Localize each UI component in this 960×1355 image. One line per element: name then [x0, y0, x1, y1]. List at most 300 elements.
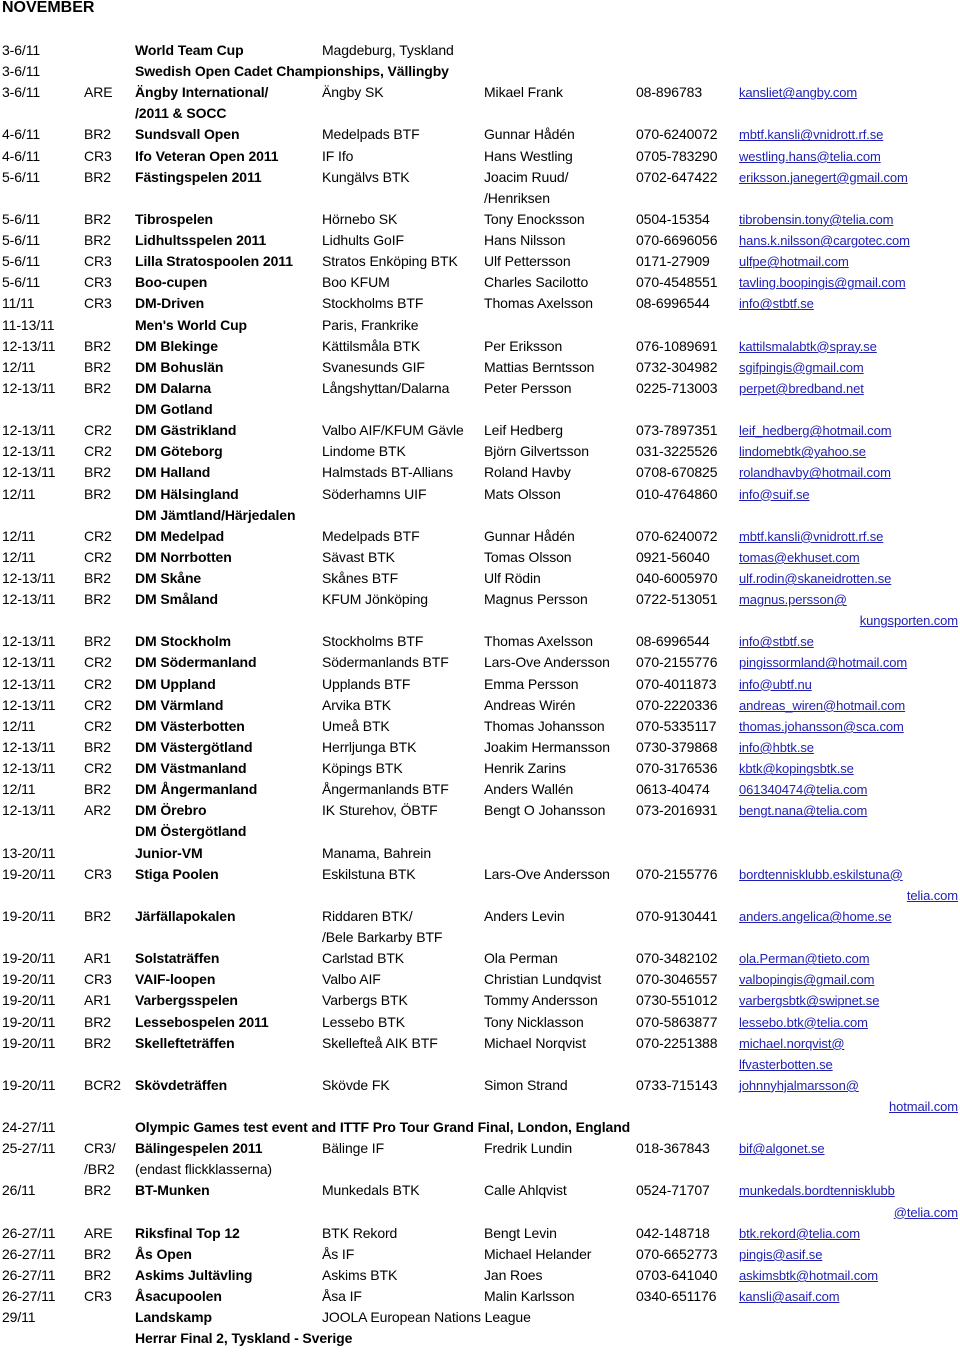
event-date: 3-6/11 — [2, 63, 41, 80]
event-phone: 018-367843 — [636, 1140, 710, 1157]
event-club: Ångermanlands BTF — [322, 781, 449, 798]
event-class: BR2 — [84, 337, 111, 354]
event-name: DM Västergötland — [135, 738, 253, 755]
event-club: Askims BTK — [322, 1266, 398, 1283]
table-row — [0, 273, 960, 292]
table-row — [0, 506, 960, 525]
event-email[interactable]: bordtennisklubb.eskilstuna@ — [739, 866, 903, 882]
event-name: Varbergsspelen — [135, 992, 238, 1009]
event-class: CR3 — [84, 865, 112, 882]
table-row — [0, 189, 960, 208]
event-email[interactable]: lessebo.btk@telia.com — [739, 1014, 868, 1030]
event-club: Paris, Frankrike — [322, 316, 419, 333]
event-name: DM Halland — [135, 464, 211, 481]
table-row — [0, 611, 960, 630]
event-phone: 0921-56040 — [636, 548, 710, 565]
event-email[interactable]: eriksson.janegert@gmail.com — [739, 169, 908, 185]
event-email[interactable]: perpet@bredband.net — [739, 380, 864, 396]
event-contact: Malin Karlsson — [484, 1288, 575, 1305]
event-phone: 0732-304982 — [636, 358, 718, 375]
event-name: World Team Cup — [135, 42, 244, 58]
event-club: Långshyttan/Dalarna — [322, 379, 450, 396]
event-date: 5-6/11 — [2, 274, 41, 291]
event-email[interactable]: munkedals.bordtennisklubb — [739, 1183, 895, 1199]
event-club: Svanesunds GIF — [322, 358, 425, 375]
event-contact: Mikael Frank — [484, 84, 563, 101]
event-name: DM Bohuslän — [135, 358, 224, 375]
event-club: Ås IF — [322, 1245, 355, 1262]
event-contact: Leif Hedberg — [484, 422, 563, 439]
event-name: DM Göteborg — [135, 443, 223, 460]
event-phone: 073-2016931 — [636, 802, 718, 819]
event-club: Stratos Enköping BTK — [322, 253, 458, 270]
event-date: 11/11 — [2, 295, 35, 312]
event-club: Magdeburg, Tyskland — [322, 42, 454, 58]
event-email[interactable]: ulfpe@hotmail.com — [739, 254, 849, 270]
event-contact: Henrik Zarins — [484, 760, 566, 777]
event-email[interactable]: ulf.rodin@skaneidrotten.se — [739, 571, 892, 586]
event-class: CR2 — [84, 760, 112, 777]
event-date: 12/11 — [2, 527, 36, 544]
event-club: Munkedals BTK — [322, 1182, 420, 1199]
event-phone: 0702-647422 — [636, 168, 718, 185]
event-club: Hörnebo SK — [322, 210, 398, 227]
table-row — [0, 379, 960, 398]
event-email[interactable]: pingissormland@hotmail.com — [739, 655, 908, 671]
event-class: BR2 — [84, 738, 111, 755]
table-row — [0, 696, 960, 715]
event-contact: Fredrik Lundin — [484, 1140, 573, 1157]
event-email[interactable]: magnus.persson@ — [739, 592, 847, 608]
event-name: DM Örebro — [135, 802, 207, 819]
event-name: VAIF-loopen — [135, 971, 216, 988]
event-phone: 0171-27909 — [636, 253, 710, 270]
event-club: Lindome BTK — [322, 443, 406, 460]
event-email[interactable]: johnnyhjalmarsson@ — [739, 1077, 859, 1093]
event-name: DM Ångermanland — [135, 781, 258, 798]
event-email[interactable]: kbtk@kopingsbtk.se — [739, 761, 854, 777]
event-date: 4-6/11 — [2, 147, 41, 164]
event-phone: 070-6696056 — [636, 232, 718, 249]
event-name: DM Småland — [135, 591, 219, 608]
table-row — [0, 83, 960, 102]
table-row — [0, 358, 960, 377]
event-contact: Thomas Axelsson — [484, 633, 593, 650]
event-email[interactable]: bengt.nana@telia.com — [739, 803, 868, 819]
event-club: Skellefteå AIK BTF — [322, 1034, 438, 1051]
event-name: Olympic Games test event and ITTF Pro Tour Grand Final, London, England — [135, 1119, 631, 1136]
table-row — [0, 421, 960, 440]
event-name: Fästingspelen 2011 — [135, 168, 262, 185]
table-row — [0, 675, 960, 694]
event-contact: Gunnar Hådén — [484, 527, 575, 544]
table-row — [0, 717, 960, 736]
event-contact: Joacim Ruud/ — [484, 168, 569, 185]
table-row — [0, 104, 960, 123]
event-contact: Hans Nilsson — [484, 232, 566, 249]
event-email[interactable]: pingis@asif.se — [739, 1246, 823, 1262]
event-phone: 076-1089691 — [636, 337, 718, 354]
event-contact: Jan Roes — [484, 1266, 543, 1283]
event-name: Järfällapokalen — [135, 907, 236, 924]
event-date: 5-6/11 — [2, 253, 41, 270]
table-row — [0, 1160, 960, 1179]
event-date: 5-6/11 — [2, 232, 41, 249]
event-email[interactable]: lfvasterbotten.se — [739, 1056, 833, 1072]
table-row — [0, 400, 960, 419]
event-class: BR2 — [84, 591, 111, 608]
event-name: DM Östergötland — [135, 823, 247, 840]
event-email[interactable]: rolandhavby@hotmail.com — [739, 465, 891, 481]
event-email[interactable]: telia.com — [906, 887, 958, 903]
event-date: 12-13/11 — [2, 633, 56, 650]
event-contact: Bengt O Johansson — [484, 802, 606, 819]
event-name: Askims Jultävling — [135, 1266, 253, 1283]
table-row — [0, 125, 960, 144]
event-club: JOOLA European Nations League — [322, 1309, 531, 1326]
event-name: DM-Driven — [135, 295, 205, 312]
event-name: Skellefteträffen — [135, 1034, 235, 1051]
event-date: 12-13/11 — [2, 738, 56, 755]
event-club: Skövde FK — [322, 1076, 390, 1093]
event-phone: 070-3046557 — [636, 971, 718, 988]
event-name: Landskamp — [135, 1309, 212, 1326]
event-phone: 0524-71707 — [636, 1182, 710, 1199]
event-contact: /Henriksen — [484, 189, 550, 206]
event-date: 19-20/11 — [2, 1034, 56, 1051]
event-phone: 0722-513051 — [636, 591, 718, 608]
event-email[interactable]: thomas.johansson@sca.com — [739, 718, 904, 734]
event-phone: 042-148718 — [636, 1224, 710, 1241]
event-email[interactable]: westling.hans@telia.com — [739, 148, 881, 164]
event-date: 12-13/11 — [2, 591, 56, 608]
event-date: 3-6/11 — [2, 42, 41, 58]
table-row — [0, 653, 960, 672]
event-club: Bälinge IF — [322, 1140, 385, 1157]
event-phone: 010-4764860 — [636, 485, 718, 502]
event-email[interactable]: anders.angelica@home.se — [739, 908, 892, 924]
event-name: Riksfinal Top 12 — [135, 1224, 240, 1241]
event-name: DM Skåne — [135, 570, 202, 586]
event-class: CR3/ — [84, 1140, 116, 1157]
event-class: CR2 — [84, 696, 112, 713]
event-club: Carlstad BTK — [322, 950, 405, 967]
event-name: Herrar Final 2, Tyskland - Sverige — [135, 1330, 353, 1347]
table-row — [0, 1329, 960, 1348]
table-row — [0, 886, 960, 905]
table-row — [0, 442, 960, 461]
event-contact: Christian Lundqvist — [484, 971, 602, 988]
table-row — [0, 844, 960, 863]
event-email[interactable]: tibrobensin.tony@telia.com — [739, 211, 894, 227]
event-class: CR3 — [84, 1288, 112, 1305]
event-name: Boo-cupen — [135, 274, 208, 291]
event-name: Tibrospelen — [135, 210, 213, 227]
event-email[interactable]: mbtf.kansli@vnidrott.rf.se — [739, 528, 884, 544]
event-date: 19-20/11 — [2, 992, 56, 1009]
table-row — [0, 1203, 960, 1222]
event-phone: 070-6240072 — [636, 126, 718, 143]
event-name: BT-Munken — [135, 1182, 210, 1199]
event-club: IK Sturehov, ÖBTF — [322, 802, 438, 819]
event-phone: 0504-15354 — [636, 210, 710, 227]
event-contact: Tony Enocksson — [484, 210, 585, 227]
table-row — [0, 970, 960, 989]
event-club: Stockholms BTF — [322, 295, 424, 312]
event-email[interactable]: bif@algonet.se — [739, 1141, 825, 1157]
event-contact: Joakim Hermansson — [484, 738, 610, 755]
event-phone: 08-896783 — [636, 84, 703, 101]
table-row — [0, 1308, 960, 1327]
event-class: CR2 — [84, 717, 112, 734]
event-name: DM Västmanland — [135, 760, 247, 777]
event-contact: Mattias Berntsson — [484, 358, 595, 375]
event-email[interactable]: ola.Perman@tieto.com — [739, 951, 870, 967]
event-name: Lessebospelen 2011 — [135, 1013, 269, 1030]
table-row — [0, 337, 960, 356]
event-contact: Lars-Ove Andersson — [484, 654, 610, 671]
event-email[interactable]: tomas@ekhuset.com — [739, 549, 860, 565]
event-name: DM Uppland — [135, 675, 216, 692]
event-contact: Lars-Ove Andersson — [484, 865, 610, 882]
event-club: Manama, Bahrein — [322, 844, 432, 861]
event-date: 12/11 — [2, 358, 36, 375]
event-class: BR2 — [84, 358, 111, 375]
event-phone: 070-3176536 — [636, 760, 718, 777]
event-name: DM Medelpad — [135, 527, 225, 544]
event-class: CR2 — [84, 422, 112, 439]
event-class: CR2 — [84, 548, 112, 565]
event-contact: Per Eriksson — [484, 337, 563, 354]
event-date: 12-13/11 — [2, 696, 56, 713]
event-email[interactable]: kansliet@angby.com — [739, 85, 858, 101]
event-class: AR1 — [84, 950, 111, 967]
event-club: BTK Rekord — [322, 1224, 398, 1241]
event-class: BR2 — [84, 1245, 111, 1262]
event-email[interactable]: kansli@asaif.com — [739, 1289, 840, 1305]
event-club: Herrljunga BTK — [322, 738, 417, 755]
event-date: 19-20/11 — [2, 971, 56, 988]
event-class: BR2 — [84, 781, 111, 798]
event-name: DM Stockholm — [135, 633, 232, 650]
event-contact: Anders Levin — [484, 907, 565, 924]
event-class: BR2 — [84, 1182, 111, 1199]
event-name: Ås Open — [135, 1245, 192, 1262]
event-contact: Andreas Wirén — [484, 696, 576, 713]
event-date: 26-27/11 — [2, 1224, 56, 1241]
event-email[interactable]: varbergsbtk@swipnet.se — [739, 993, 880, 1009]
event-phone: 0708-670825 — [636, 464, 718, 481]
event-club: Eskilstuna BTK — [322, 865, 416, 882]
event-email[interactable]: tavling.boopingis@gmail.com — [739, 275, 906, 291]
event-class: BR2 — [84, 464, 111, 481]
event-email[interactable]: @telia.com — [893, 1204, 958, 1220]
event-class: CR3 — [84, 274, 112, 291]
event-date: 12-13/11 — [2, 760, 56, 777]
event-club: Södermanlands BTF — [322, 654, 449, 671]
event-date: 26-27/11 — [2, 1266, 56, 1283]
event-class: BR2 — [84, 126, 111, 143]
event-phone: 070-2155776 — [636, 654, 718, 671]
event-name: DM Dalarna — [135, 379, 212, 396]
table-row — [0, 147, 960, 166]
event-contact: Bengt Levin — [484, 1224, 557, 1241]
event-name: DM Jämtland/Härjedalen — [135, 506, 296, 523]
event-name: DM Gästrikland — [135, 422, 237, 439]
event-class: CR3 — [84, 295, 112, 312]
event-date: 12/11 — [2, 781, 36, 798]
table-row — [0, 527, 960, 546]
event-club: Kungälvs BTK — [322, 168, 410, 185]
event-class: ARE — [84, 1224, 113, 1241]
event-club: Skånes BTF — [322, 570, 399, 586]
event-name: Ifo Veteran Open 2011 — [135, 147, 279, 164]
event-email[interactable]: lindomebtk@yahoo.se — [739, 444, 866, 460]
event-contact: Thomas Axelsson — [484, 295, 593, 312]
event-email[interactable]: info@suif.se — [739, 486, 810, 502]
event-name: Solstaträffen — [135, 950, 220, 967]
event-class: CR2 — [84, 675, 112, 692]
event-phone: 070-5335117 — [636, 717, 717, 734]
event-class: CR3 — [84, 253, 112, 270]
event-email[interactable]: 061340474@telia.com — [739, 782, 868, 798]
event-date: 26-27/11 — [2, 1288, 56, 1305]
event-club: Sävast BTK — [322, 548, 395, 565]
event-email[interactable]: michael.norqvist@ — [739, 1035, 845, 1051]
event-email[interactable]: info@stbtf.se — [739, 634, 814, 650]
event-email[interactable]: kungsporten.com — [859, 613, 958, 629]
table-row — [0, 1181, 960, 1200]
event-class: CR2 — [84, 654, 112, 671]
event-phone: 0340-651176 — [636, 1288, 717, 1305]
table-row — [0, 928, 960, 947]
event-class: CR3 — [84, 147, 112, 164]
event-club: Umeå BTK — [322, 717, 390, 734]
event-date: 12-13/11 — [2, 675, 56, 692]
event-club: Kättilsmåla BTK — [322, 337, 421, 354]
event-name: Swedish Open Cadet Championships, Vällingby — [135, 63, 449, 80]
event-email[interactable]: valbopingis@gmail.com — [739, 972, 875, 988]
event-date: 12-13/11 — [2, 802, 56, 819]
event-email[interactable]: hotmail.com — [889, 1099, 958, 1114]
event-class: BR2 — [84, 210, 111, 227]
event-name: Skövdeträffen — [135, 1076, 228, 1093]
event-name: /2011 & SOCC — [135, 105, 227, 122]
event-email[interactable]: mbtf.kansli@vnidrott.rf.se — [739, 127, 884, 143]
event-contact: Hans Westling — [484, 147, 573, 164]
event-date: 12-13/11 — [2, 464, 56, 481]
event-phone: 031-3225526 — [636, 443, 718, 460]
event-club: Ängby SK — [322, 84, 384, 101]
table-row — [0, 231, 960, 250]
event-email[interactable]: sgifpingis@gmail.com — [739, 359, 864, 375]
event-date: 12-13/11 — [2, 337, 56, 354]
event-class: AR1 — [84, 992, 111, 1009]
event-email[interactable]: askimsbtk@hotmail.com — [739, 1267, 878, 1283]
event-contact: Peter Persson — [484, 379, 572, 396]
event-phone: 070-2251388 — [636, 1034, 718, 1051]
event-class: CR3 — [84, 971, 112, 988]
event-phone: 070-2220336 — [636, 696, 718, 713]
table-row — [0, 1097, 960, 1116]
event-email[interactable]: info@hbtk.se — [739, 739, 814, 755]
event-class: /BR2 — [84, 1161, 115, 1178]
event-date: 3-6/11 — [2, 84, 41, 101]
event-name: DM Hälsingland — [135, 485, 239, 502]
event-phone: 070-4011873 — [636, 675, 717, 692]
table-row — [0, 168, 960, 187]
event-date: 24-27/11 — [2, 1119, 56, 1136]
event-class: BR2 — [84, 379, 111, 396]
event-phone: 070-3482102 — [636, 950, 718, 967]
event-date: 12/11 — [2, 485, 36, 502]
event-email[interactable]: info@stbtf.se — [739, 296, 814, 312]
event-date: 12/11 — [2, 717, 36, 734]
event-club: Valbo AIF — [322, 971, 381, 988]
event-contact: Mats Olsson — [484, 485, 561, 502]
event-email[interactable]: andreas_wiren@hotmail.com — [739, 697, 906, 713]
event-email[interactable]: leif_hedberg@hotmail.com — [739, 423, 892, 439]
event-phone: 0705-783290 — [636, 147, 718, 164]
event-date: 12-13/11 — [2, 570, 56, 586]
table-row — [0, 780, 960, 799]
event-contact: Simon Strand — [484, 1076, 568, 1093]
event-date: 13-20/11 — [2, 844, 56, 861]
event-date: 19-20/11 — [2, 1013, 56, 1030]
event-contact: Anders Wallén — [484, 781, 574, 798]
event-club: Riddaren BTK/ — [322, 907, 413, 924]
event-name: Lidhultsspelen 2011 — [135, 232, 267, 249]
event-contact: Ola Perman — [484, 950, 558, 967]
event-name: DM Gotland — [135, 401, 213, 418]
event-club: KFUM Jönköping — [322, 591, 428, 608]
event-contact: Michael Norqvist — [484, 1034, 586, 1051]
event-date: 5-6/11 — [2, 210, 41, 227]
table-row — [0, 62, 960, 81]
table-row — [0, 41, 960, 60]
event-name: Men's World Cup — [135, 316, 248, 333]
event-class: BR2 — [84, 1034, 111, 1051]
event-club: Lidhults GoIF — [322, 232, 404, 249]
event-name: Sundsvall Open — [135, 126, 240, 143]
event-phone: 070-6240072 — [636, 527, 718, 544]
table-row — [0, 485, 960, 504]
table-row — [0, 294, 960, 313]
event-name: DM Värmland — [135, 696, 224, 713]
table-row — [0, 907, 960, 926]
event-name: DM Västerbotten — [135, 717, 245, 734]
event-phone: 070-4548551 — [636, 274, 718, 291]
event-email[interactable]: info@ubtf.nu — [739, 676, 812, 692]
event-date: 12-13/11 — [2, 422, 56, 439]
event-email[interactable]: kattilsmalabtk@spray.se — [739, 338, 877, 354]
event-name: Stiga Poolen — [135, 865, 219, 882]
event-email[interactable]: hans.k.nilsson@cargotec.com — [739, 233, 910, 249]
table-row — [0, 1055, 960, 1074]
event-email[interactable]: btk.rekord@telia.com — [739, 1225, 861, 1241]
event-club: Arvika BTK — [322, 696, 392, 713]
event-contact: Emma Persson — [484, 675, 579, 692]
event-club: Upplands BTF — [322, 675, 411, 692]
event-date: 12-13/11 — [2, 379, 56, 396]
event-class: BR2 — [84, 633, 111, 650]
table-row — [0, 463, 960, 482]
table-row — [0, 1013, 960, 1032]
event-contact: Calle Ahlqvist — [484, 1182, 567, 1199]
event-club: Medelpads BTF — [322, 527, 420, 544]
event-phone: 0613-40474 — [636, 781, 710, 798]
event-class: BR2 — [84, 1013, 111, 1030]
